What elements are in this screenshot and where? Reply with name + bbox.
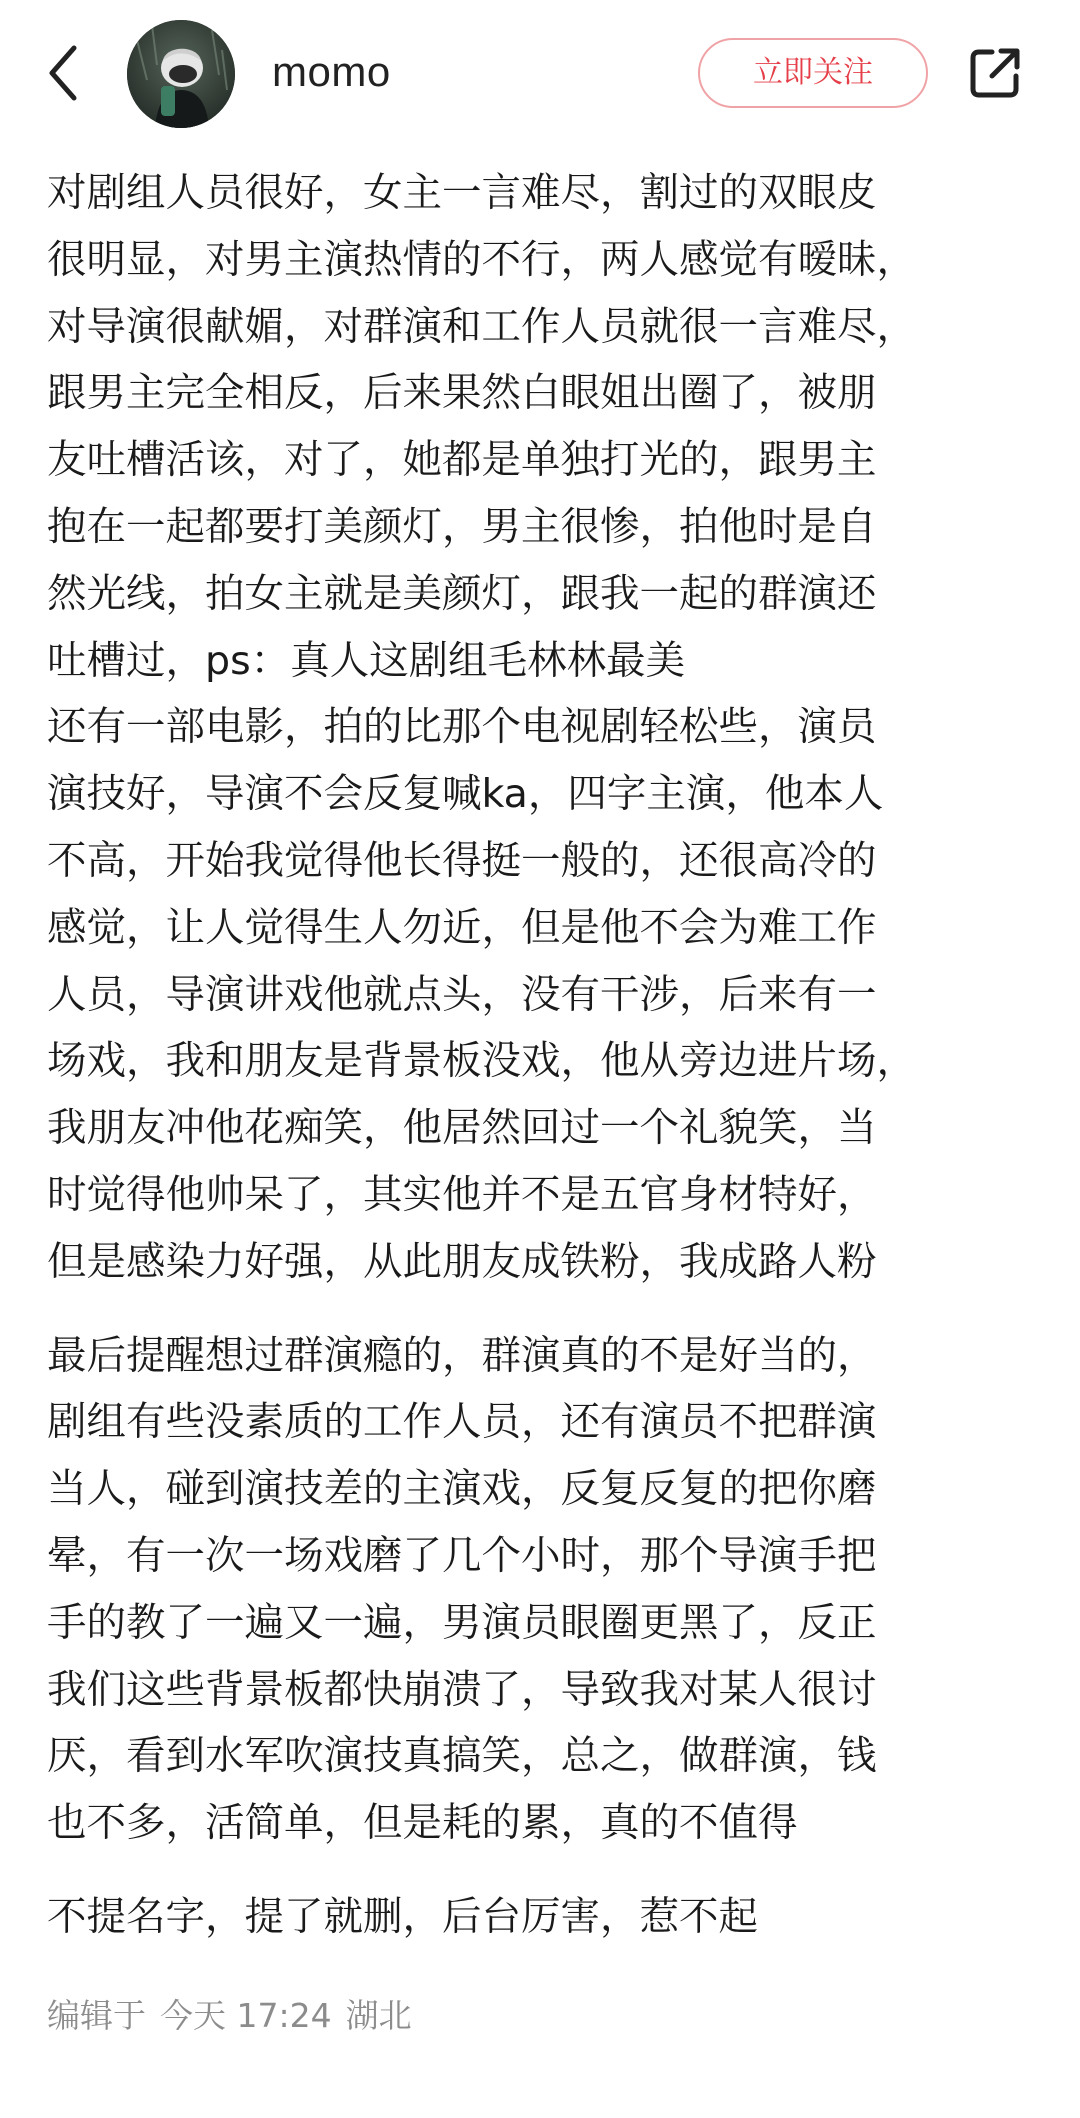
- text-line: 然光线，拍女主就是美颜灯，跟我一起的群演还: [47, 570, 877, 617]
- text-line: 人员，导演讲戏他就点头，没有干涉，后来有一: [47, 971, 877, 1018]
- username[interactable]: momo: [272, 48, 391, 95]
- text-line: 友吐槽活该，对了，她都是单独打光的，跟男主: [47, 437, 877, 484]
- edited-label: 编辑于: [47, 1996, 146, 2035]
- text-line: 最后提醒想过群演瘾的，群演真的不是好当的，: [47, 1332, 877, 1379]
- text-line: 我们这些背景板都快崩溃了，导致我对某人很讨: [47, 1666, 877, 1713]
- text-line: 演技好，导演不会反复喊ka，四字主演，他本人: [47, 771, 884, 818]
- post-location: 湖北: [345, 1996, 412, 2035]
- avatar[interactable]: [127, 20, 235, 128]
- text-line: 吐槽过，ps：真人这剧组毛林林最美: [47, 637, 686, 684]
- text-line: 晕，有一次一场戏磨了几个小时，那个导演手把: [47, 1532, 877, 1579]
- post-meta: [47, 1994, 426, 2038]
- paragraph-3: [47, 1884, 1047, 1951]
- avatar-image: [127, 20, 235, 128]
- text-line: 不提名字，提了就删，后台厉害，惹不起: [47, 1893, 758, 1940]
- text-line: 也不多，活简单，但是耗的累，真的不值得: [47, 1800, 798, 1847]
- text-line: 跟男主完全相反，后来果然白眼姐出圈了，被朋: [47, 370, 877, 417]
- back-button[interactable]: [40, 38, 90, 108]
- paragraph-spacer: [47, 1857, 1047, 1884]
- post-header: [0, 0, 1080, 150]
- text-line: 剧组有些没素质的工作人员，还有演员不把群演: [47, 1399, 877, 1446]
- text-line: 很明显，对男主演热情的不行，两人感觉有暧昧，: [47, 236, 916, 283]
- text-line: 感觉，让人觉得生人勿近，但是他不会为难工作: [47, 904, 877, 951]
- follow-button[interactable]: 立即关注: [698, 38, 928, 108]
- text-line: 不高，开始我觉得他长得挺一般的，还很高冷的: [47, 837, 877, 884]
- paragraph-spacer: [47, 1296, 1047, 1323]
- chevron-left-icon: [40, 38, 90, 108]
- post-time: 今天 17:24: [160, 1996, 332, 2035]
- text-line: 手的教了一遍又一遍，男演员眼圈更黑了，反正: [47, 1599, 877, 1646]
- post-content: [47, 160, 1047, 1951]
- text-line: 对导演很献媚，对群演和工作人员就很一言难尽，: [47, 303, 916, 350]
- share-external-icon: [965, 43, 1025, 103]
- paragraph-2: [47, 1323, 1047, 1857]
- text-line: 场戏，我和朋友是背景板没戏，他从旁边进片场，: [47, 1038, 916, 1085]
- paragraph-1: [47, 160, 1047, 1296]
- text-line: 还有一部电影，拍的比那个电视剧轻松些，演员: [47, 704, 877, 751]
- text-line: 时觉得他帅呆了，其实他并不是五官身材特好，: [47, 1171, 877, 1218]
- text-line: 我朋友冲他花痴笑，他居然回过一个礼貌笑，当: [47, 1105, 877, 1152]
- text-line: 对剧组人员很好，女主一言难尽，割过的双眼皮: [47, 170, 877, 216]
- text-line: 厌，看到水军吹演技真搞笑，总之，做群演，钱: [47, 1733, 877, 1780]
- text-line: 但是感染力好强，从此朋友成铁粉，我成路人粉: [47, 1238, 877, 1285]
- text-line: 抱在一起都要打美颜灯，男主很惨，拍他时是自: [47, 503, 877, 550]
- share-button[interactable]: [965, 43, 1025, 103]
- text-line: 当人，碰到演技差的主演戏，反复反复的把你磨: [47, 1466, 877, 1513]
